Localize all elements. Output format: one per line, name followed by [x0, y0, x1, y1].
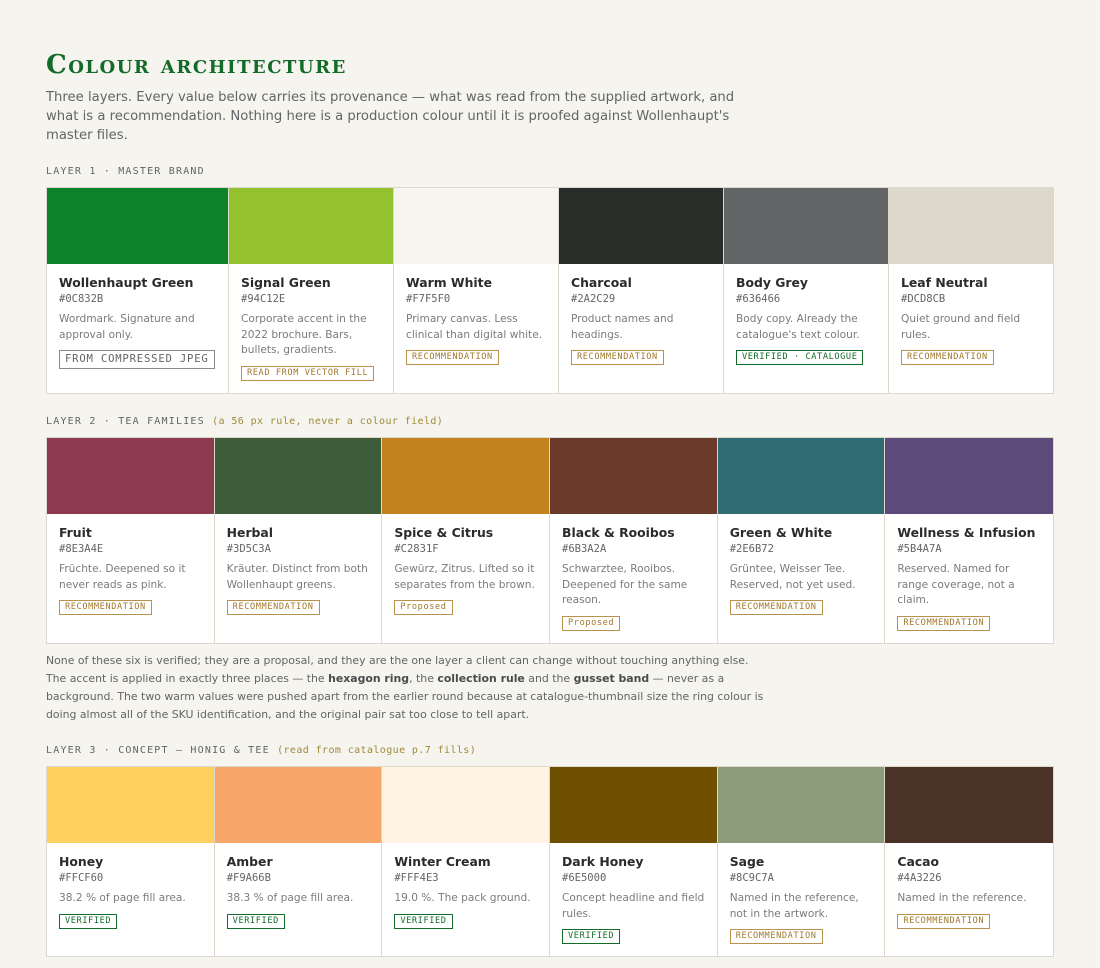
provenance-tag: VERIFIED	[562, 929, 620, 944]
colour-swatch	[718, 767, 885, 843]
intro-text: Three layers. Every value below carries its provenance — what was read from the supplied artwork, and what is a recommendation. Nothing here is a production colour until it is proofed against Wollenhaupt's master files.	[46, 90, 735, 143]
body-text-part: and the	[524, 672, 574, 685]
provenance-tag: RECOMMENDATION	[897, 616, 990, 631]
layer-1-label	[46, 165, 1054, 179]
swatch-name: Body Grey	[736, 275, 808, 290]
colour-swatch	[718, 438, 885, 514]
swatch-hex: #3D5C3A	[226, 543, 271, 555]
layer-1-title: LAYER 1 · MASTER BRAND	[46, 166, 205, 177]
colour-swatch	[382, 767, 549, 843]
colour-swatch	[885, 438, 1053, 514]
provenance-tag: VERIFIED	[59, 914, 117, 929]
swatch-hex: #0C832B	[59, 293, 104, 305]
provenance-tag: RECOMMENDATION	[730, 929, 823, 944]
swatch-name: Winter Cream	[394, 854, 491, 869]
swatch-card	[47, 438, 215, 643]
colour-swatch	[47, 188, 228, 264]
colour-architecture-section	[46, 50, 1054, 957]
swatch-hex: #2A2C29	[571, 293, 616, 305]
swatch-name: Honey	[59, 854, 104, 869]
swatch-card	[885, 767, 1053, 956]
layer-3-title: LAYER 3 · CONCEPT — HONIG & TEE	[46, 745, 270, 756]
swatch-card	[394, 188, 559, 393]
swatch-name: Sage	[729, 854, 765, 869]
swatch-card	[550, 767, 718, 956]
swatch-description: Kräuter. Distinct from both Wollenhaupt greens.	[226, 563, 368, 591]
colour-swatch	[394, 188, 558, 264]
swatch-card	[382, 767, 550, 956]
provenance-tag: RECOMMENDATION	[901, 350, 994, 365]
swatch-hex: #636466	[736, 293, 781, 305]
swatch-name: Signal Green	[241, 275, 331, 290]
swatch-description: 19.0 %. The pack ground.	[394, 892, 531, 904]
swatch-description: Product names and headings.	[571, 313, 674, 341]
swatch-card	[47, 188, 229, 393]
provenance-tag: READ FROM VECTOR FILL	[241, 366, 374, 381]
body-text-part: — never as a background. The two warm values were pushed apart from the earlier round because at catalogue-thumbnail size the ring colour is doing almost all of the SKU identification, and the original pair sat too close to tell apart.	[46, 672, 764, 721]
colour-swatch	[47, 767, 214, 843]
hexagon-ring-term: hexagon ring	[328, 672, 410, 685]
colour-swatch	[47, 438, 214, 514]
swatch-hex: #FFF4E3	[394, 872, 439, 884]
layer-2-title: LAYER 2 · TEA FAMILIES	[46, 416, 205, 427]
swatch-description: 38.2 % of page fill area.	[59, 892, 186, 904]
swatch-name: Wollenhaupt Green	[59, 275, 194, 290]
swatch-hex: #FFCF60	[59, 872, 104, 884]
tea-families-explanation	[46, 652, 766, 724]
swatch-name: Charcoal	[571, 275, 632, 290]
provenance-tag: RECOMMENDATION	[59, 600, 152, 615]
swatch-description: Früchte. Deepened so it never reads as pink.	[59, 563, 186, 591]
body-text-part: None of these six is verified; they are a proposal, and they are the one layer a client can change without touching anything else. The accent is applied in exactly three places — the	[46, 654, 749, 685]
swatch-description: Grüntee, Weisser Tee. Reserved, not yet used.	[729, 563, 856, 591]
colour-swatch	[724, 188, 888, 264]
provenance-tag: VERIFIED	[394, 914, 452, 929]
swatch-name: Dark Honey	[562, 854, 644, 869]
swatch-description: Wordmark. Signature and approval only.	[59, 313, 195, 341]
swatch-name: Warm White	[406, 275, 492, 290]
swatch-card	[229, 188, 394, 393]
colour-swatch	[215, 767, 382, 843]
swatch-name: Cacao	[897, 854, 940, 869]
swatch-card	[889, 188, 1053, 393]
layer-1-row	[46, 187, 1054, 394]
colour-swatch	[559, 188, 723, 264]
colour-swatch	[550, 767, 717, 843]
provenance-tag: FROM COMPRESSED JPEG	[59, 350, 215, 369]
swatch-hex: #8C9C7A	[729, 872, 774, 884]
swatch-card	[718, 767, 886, 956]
swatch-card	[559, 188, 724, 393]
swatch-card	[550, 438, 718, 643]
swatch-description: Concept headline and field rules.	[562, 892, 705, 920]
swatch-name: Black & Rooibos	[562, 525, 675, 540]
swatch-card	[885, 438, 1053, 643]
swatch-name: Leaf Neutral	[901, 275, 988, 290]
swatch-description: Corporate accent in the 2022 brochure. Bars, bullets, gradients.	[241, 313, 367, 356]
layer-3-label	[46, 744, 1054, 758]
provenance-tag: RECOMMENDATION	[730, 600, 823, 615]
provenance-tag: RECOMMENDATION	[406, 350, 499, 365]
provenance-tag: Proposed	[394, 600, 452, 615]
swatch-description: Quiet ground and field rules.	[901, 313, 1021, 341]
swatch-card	[724, 188, 889, 393]
swatch-description: Body copy. Already the catalogue's text colour.	[736, 313, 860, 341]
layer-3-note: (read from catalogue p.7 fills)	[277, 745, 477, 756]
swatch-name: Spice & Citrus	[394, 525, 494, 540]
swatch-hex: #6B3A2A	[562, 543, 607, 555]
swatch-description: Named in the reference, not in the artwork.	[729, 892, 859, 920]
swatch-card	[718, 438, 886, 643]
colour-swatch	[229, 188, 393, 264]
provenance-tag: VERIFIED · CATALOGUE	[736, 350, 863, 365]
swatch-name: Fruit	[59, 525, 92, 540]
swatch-description: Schwarztee, Rooibos. Deepened for the same reason.	[562, 563, 688, 606]
swatch-description: Gewürz, Zitrus. Lifted so it separates from the brown.	[394, 563, 535, 591]
page-title: Colour architecture	[46, 50, 347, 80]
swatch-name: Amber	[226, 854, 273, 869]
swatch-card	[47, 767, 215, 956]
colour-swatch	[885, 767, 1053, 843]
swatch-description: Reserved. Named for range coverage, not a claim.	[897, 563, 1015, 606]
swatch-hex: #94C12E	[241, 293, 286, 305]
colour-swatch	[215, 438, 382, 514]
swatch-card	[382, 438, 550, 643]
swatch-hex: #5B4A7A	[897, 543, 942, 555]
colour-swatch	[889, 188, 1053, 264]
swatch-description: 38.3 % of page fill area.	[226, 892, 354, 904]
colour-swatch	[550, 438, 717, 514]
layer-2-note: (a 56 px rule, never a colour field)	[212, 416, 444, 427]
swatch-description: Named in the reference.	[897, 892, 1027, 904]
swatch-hex: #4A3226	[897, 872, 942, 884]
swatch-hex: #C2831F	[394, 543, 439, 555]
swatch-hex: #DCD8CB	[901, 293, 946, 305]
swatch-hex: #2E6B72	[729, 543, 774, 555]
swatch-card	[215, 767, 383, 956]
swatch-card	[215, 438, 383, 643]
gusset-band-term: gusset band	[573, 672, 650, 685]
layer-2-label	[46, 415, 1054, 429]
swatch-hex: #F9A66B	[226, 872, 271, 884]
provenance-tag: RECOMMENDATION	[571, 350, 664, 365]
provenance-tag: Proposed	[562, 616, 620, 631]
collection-rule-term: collection rule	[437, 672, 525, 685]
provenance-tag: VERIFIED	[227, 914, 285, 929]
swatch-hex: #8E3A4E	[59, 543, 104, 555]
swatch-hex: #F7F5F0	[406, 293, 451, 305]
colour-swatch	[382, 438, 549, 514]
provenance-tag: RECOMMENDATION	[897, 914, 990, 929]
swatch-name: Wellness & Infusion	[897, 525, 1036, 540]
body-text-part: , the	[409, 672, 438, 685]
layer-2-row	[46, 437, 1054, 644]
layer-3-row	[46, 766, 1054, 957]
swatch-hex: #6E5000	[562, 872, 607, 884]
swatch-description: Primary canvas. Less clinical than digital white.	[406, 313, 543, 341]
swatch-name: Green & White	[729, 525, 833, 540]
provenance-tag: RECOMMENDATION	[227, 600, 320, 615]
swatch-name: Herbal	[226, 525, 274, 540]
